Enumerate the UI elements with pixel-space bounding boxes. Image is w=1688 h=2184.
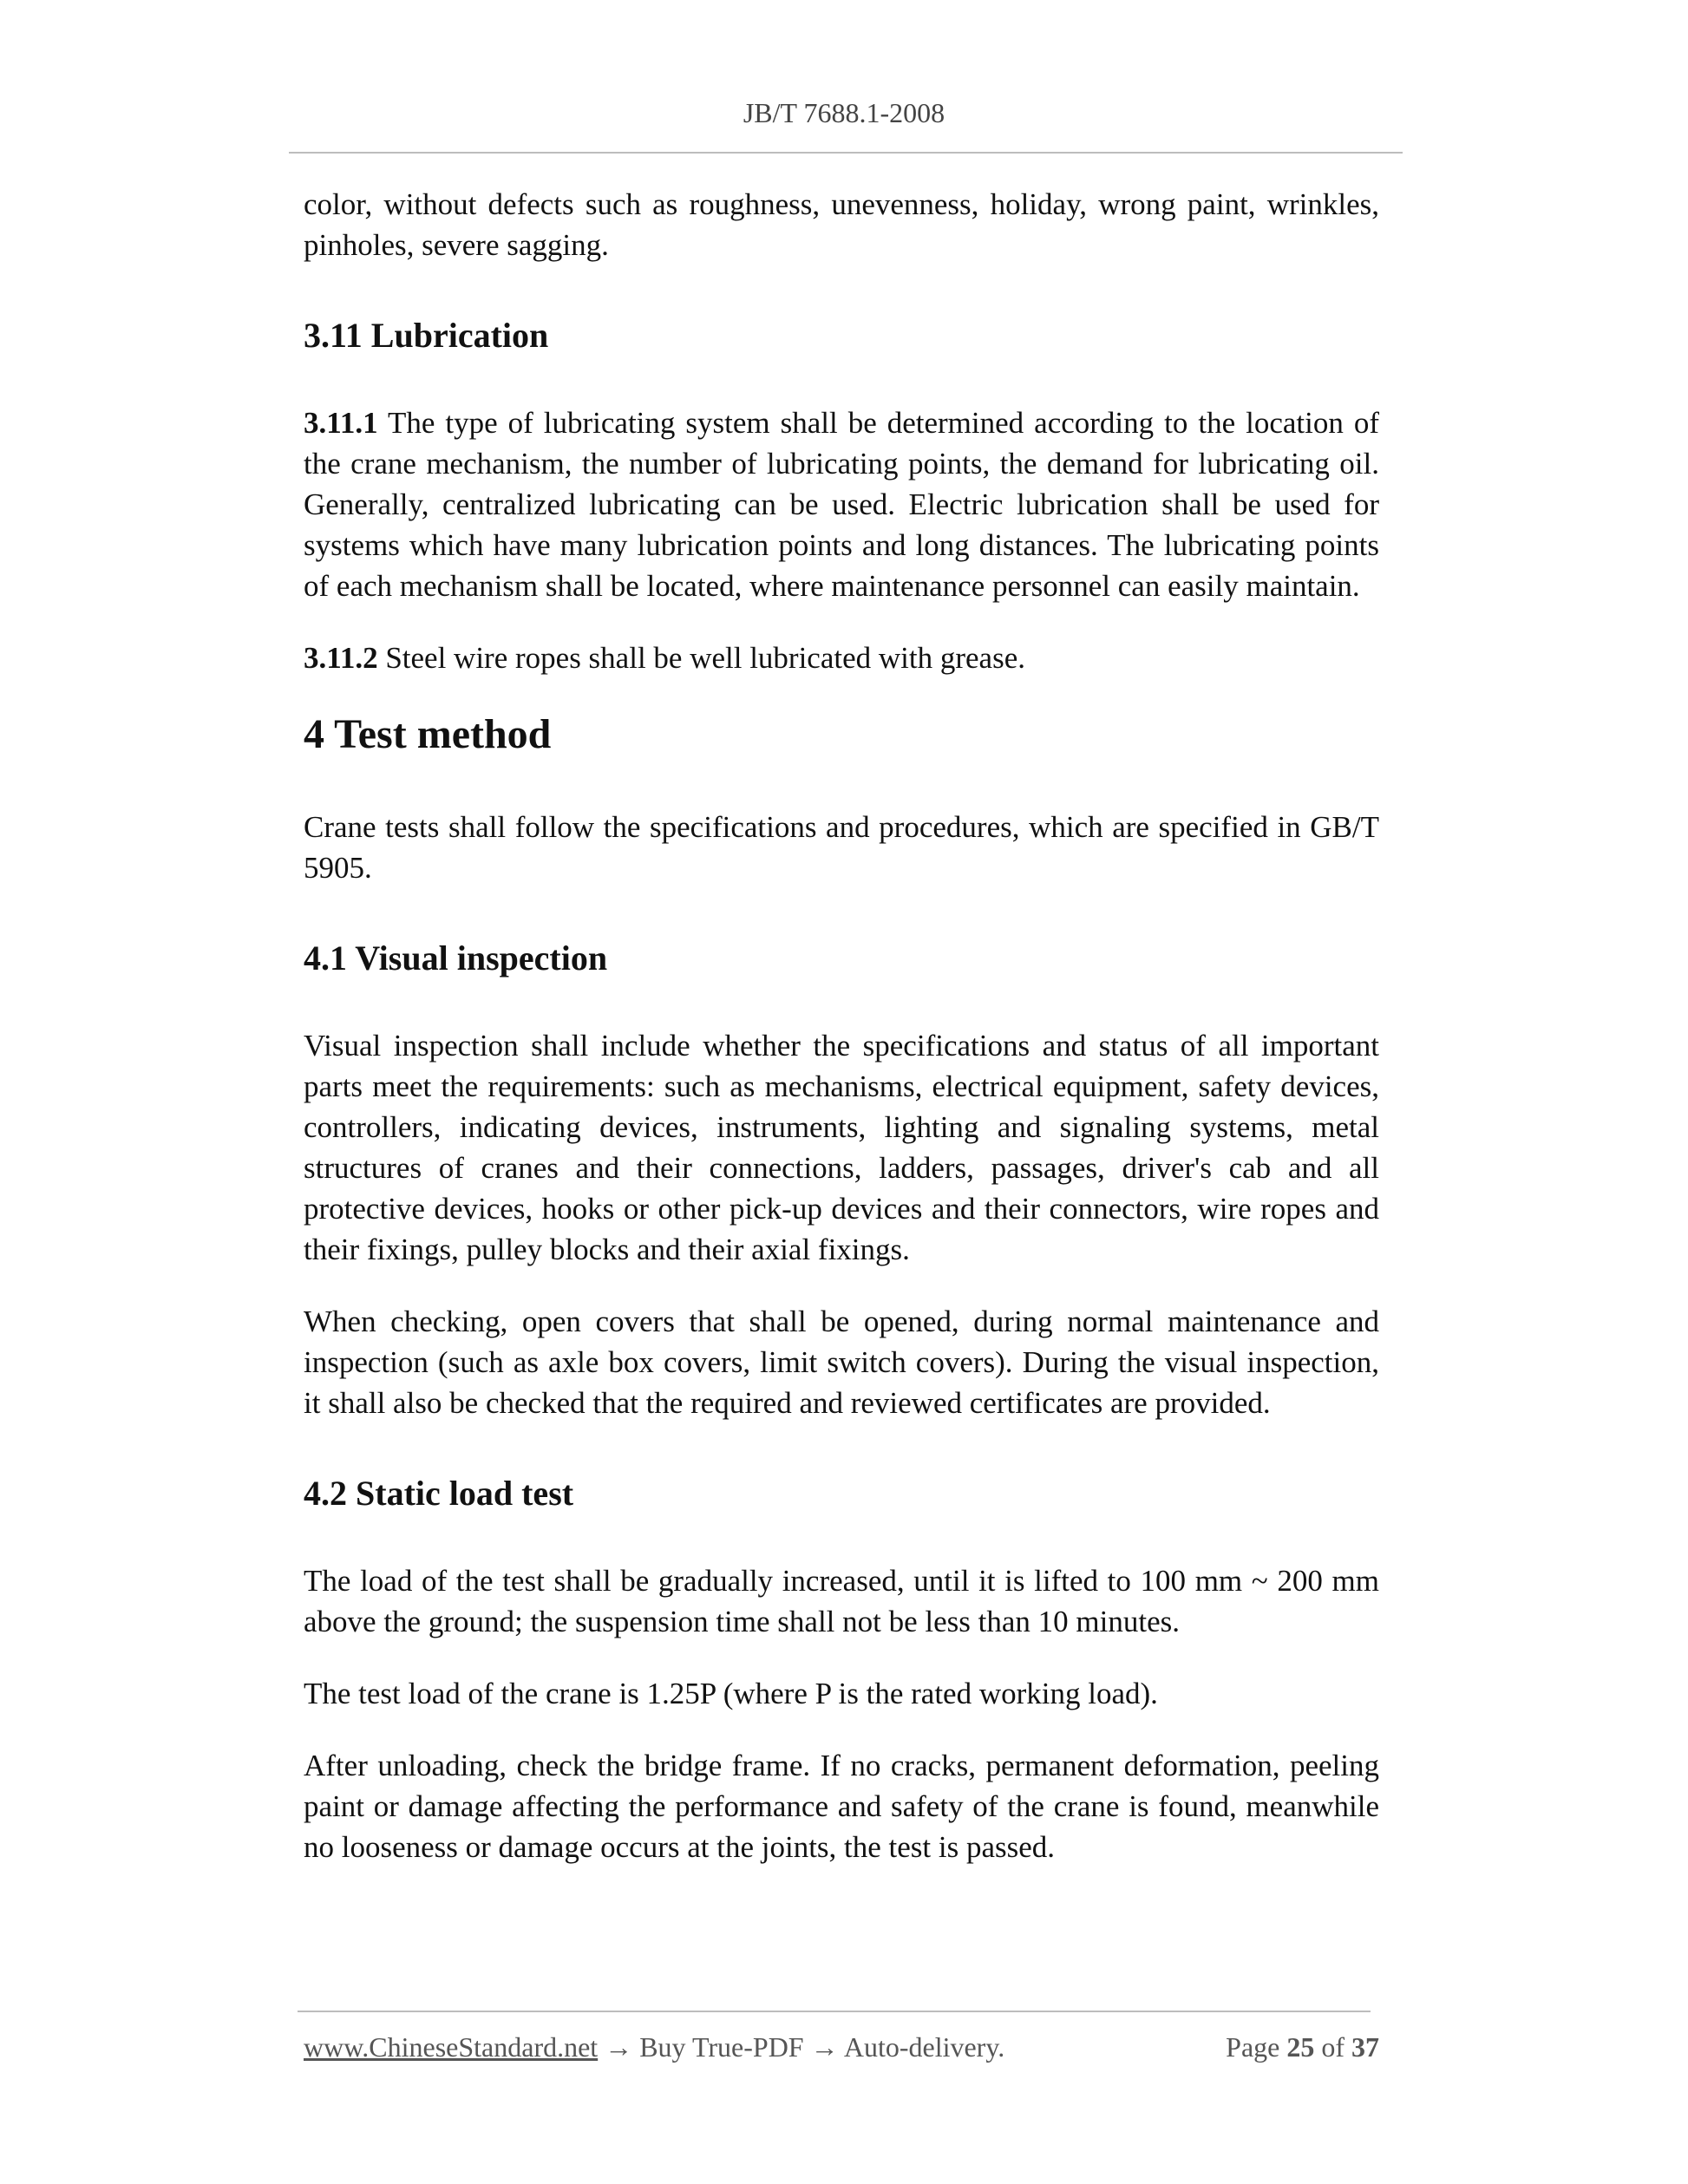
section-4-1-paragraph-2: When checking, open covers that shall be opened, during normal maintenance and inspection (such as axle box covers, limit switch covers). During the visual inspection, it shall also be checked that the required and reviewed certificates are provided. bbox=[304, 1305, 1379, 1420]
page-footer bbox=[304, 2031, 1379, 2070]
clause-3-11-2 bbox=[304, 638, 1379, 678]
page-content bbox=[304, 184, 1379, 1899]
current-page: 25 bbox=[1286, 2031, 1315, 2063]
section-4-intro: Crane tests shall follow the specifications and procedures, which are specified in GB/T 5905. bbox=[304, 810, 1379, 885]
footer-rule bbox=[298, 2011, 1371, 2012]
of-label: of bbox=[1321, 2031, 1345, 2063]
auto-delivery-text: Auto-delivery. bbox=[843, 2031, 1005, 2063]
page-number bbox=[1226, 2031, 1379, 2063]
total-pages: 37 bbox=[1351, 2031, 1379, 2063]
section-4-2-paragraph-3: After unloading, check the bridge frame. If no cracks, permanent deformation, peeling paint or damage affecting the performance and safety of the crane is found, meanwhile no looseness or damage occurs at the joints, the test is passed. bbox=[304, 1749, 1379, 1864]
buy-pdf-text: Buy True-PDF bbox=[639, 2031, 804, 2063]
running-header: JB/T 7688.1-2008 bbox=[743, 97, 945, 128]
header-rule bbox=[289, 152, 1403, 154]
site-link[interactable]: www.ChineseStandard.net bbox=[304, 2031, 599, 2063]
section-4-1-heading: 4.1 Visual inspection bbox=[304, 938, 608, 978]
arrow-right-icon: → bbox=[810, 2031, 839, 2063]
section-4-heading: 4 Test method bbox=[304, 711, 552, 757]
continuation-paragraph: color, without defects such as roughness, unevenness, holiday, wrong paint, wrinkles, pinholes, severe sagging. bbox=[304, 187, 1379, 262]
section-4-2-paragraph-2: The test load of the crane is 1.25P (where P is the rated working load). bbox=[304, 1677, 1158, 1710]
page-label: Page bbox=[1226, 2031, 1280, 2063]
section-3-11-heading: 3.11 Lubrication bbox=[304, 316, 549, 355]
arrow-right-icon: → bbox=[605, 2031, 633, 2063]
section-4-2-heading: 4.2 Static load test bbox=[304, 1474, 574, 1513]
clause-number: 3.11.2 bbox=[304, 641, 378, 675]
clause-text: Steel wire ropes shall be well lubricated with grease. bbox=[385, 641, 1025, 675]
footer-promo bbox=[304, 2031, 1004, 2063]
clause-3-11-1 bbox=[304, 402, 1379, 606]
section-4-1-paragraph-1: Visual inspection shall include whether the specifications and status of all important parts meet the requirements: such as mechanisms, electrical equipment, safety devices, controllers, indicating devices, instruments, lighting and signaling systems, metal structures of cranes and their connections, ladders, passages, driver's cab and all protective devices, hooks or other pick-up devices and their connectors, wire ropes and their fixings, pulley blocks and their axial fixings. bbox=[304, 1029, 1379, 1266]
clause-text: The type of lubricating system shall be determined according to the location of the crane mechanism, the number of lubricating points, the demand for lubricating oil. Generally, centralized lubricating can be used. Electric lubrication shall be used for systems which have many lubrication points and long distances. The lubricating points of each mechanism shall be located, where maintenance personnel can easily maintain. bbox=[304, 406, 1380, 603]
section-4-2-paragraph-1: The load of the test shall be gradually increased, until it is lifted to 100 mm ~ 200 mm above the ground; the suspension time shall not be less than 10 minutes. bbox=[304, 1564, 1379, 1638]
clause-number: 3.11.1 bbox=[304, 406, 378, 440]
